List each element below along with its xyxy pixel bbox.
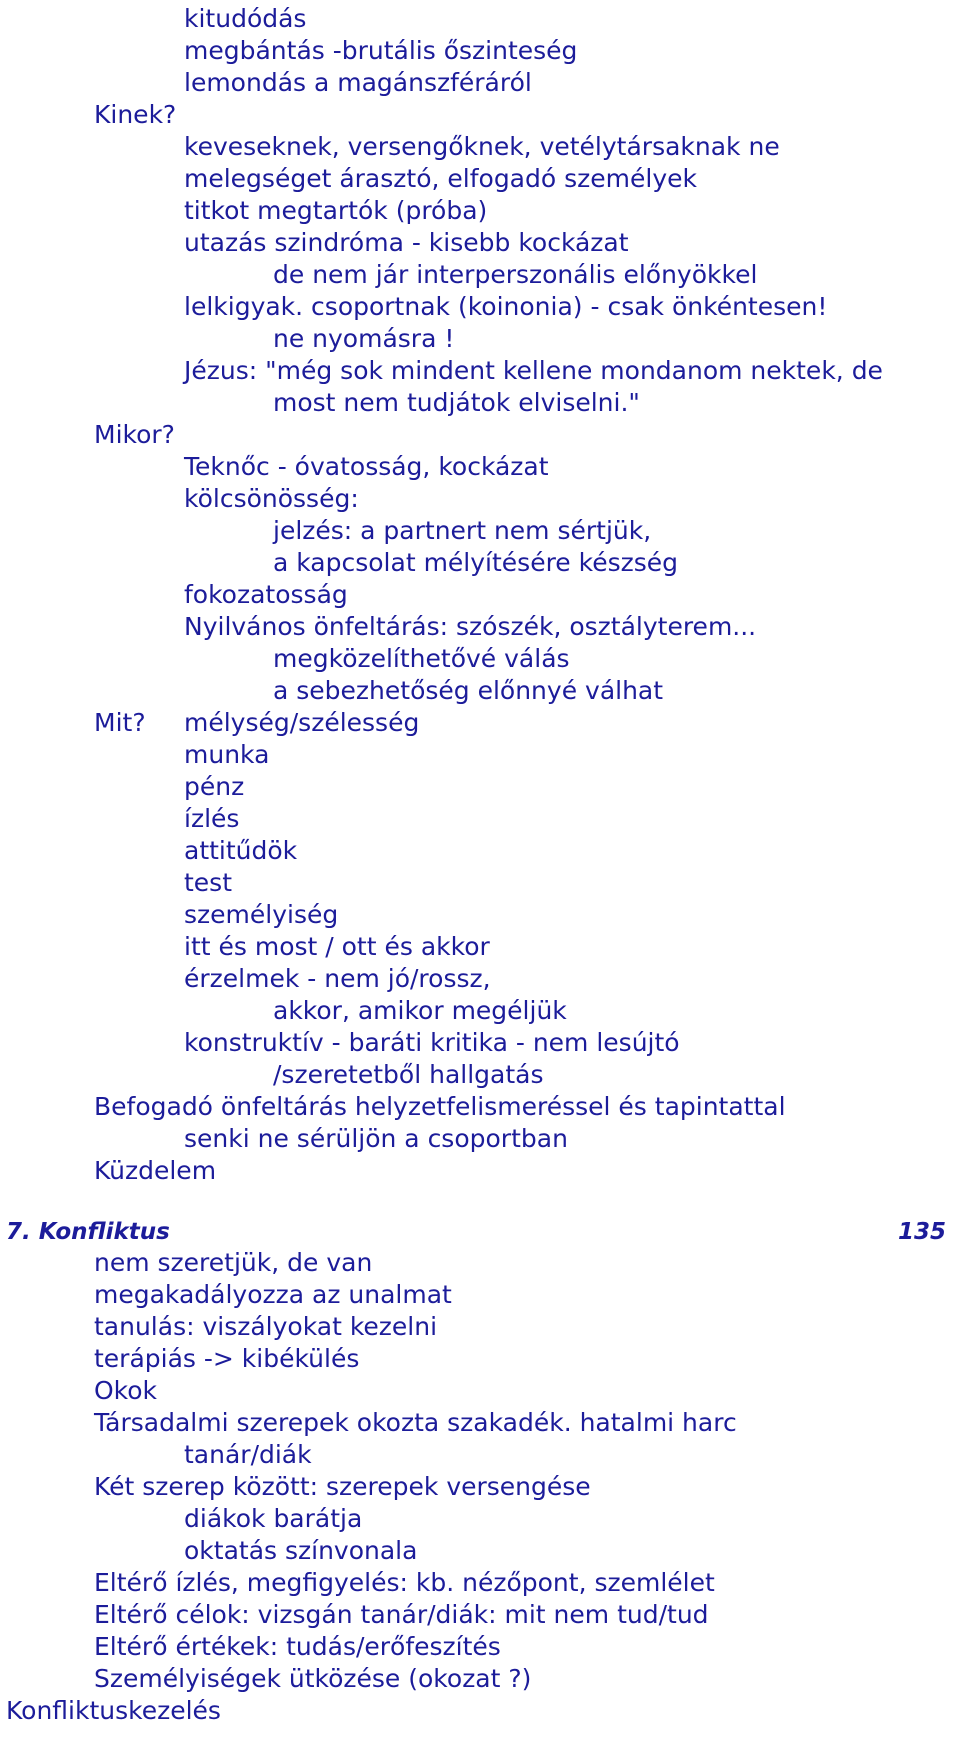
text-line: itt és most / ott és akkor bbox=[184, 932, 490, 961]
label-mit: Mit? bbox=[94, 708, 146, 737]
text-line: személyiség bbox=[184, 900, 339, 929]
text-line: munka bbox=[184, 740, 270, 769]
text-line: kölcsönösség: bbox=[184, 484, 359, 513]
text-line: diákok barátja bbox=[184, 1504, 363, 1533]
text-line: ne nyomásra ! bbox=[273, 324, 455, 353]
text-line: most nem tudjátok elviselni." bbox=[273, 388, 640, 417]
text-line: test bbox=[184, 868, 233, 897]
text-line: a sebezhetőség előnnyé válhat bbox=[273, 676, 664, 705]
text-line: Eltérő célok: vizsgán tanár/diák: mit nem tud/tud bbox=[94, 1600, 709, 1629]
text-line: megakadályozza az unalmat bbox=[94, 1280, 452, 1309]
text-line: Eltérő értékek: tudás/erőfeszítés bbox=[94, 1632, 501, 1661]
text-line: Okok bbox=[94, 1376, 158, 1405]
text-line: /szeretetből hallgatás bbox=[273, 1060, 544, 1089]
text-line: megbántás -brutális őszinteség bbox=[184, 36, 578, 65]
section-heading: 7. Konfliktus bbox=[6, 1219, 170, 1245]
text-line: Személyiségek ütközése (okozat ?) bbox=[94, 1664, 532, 1693]
text-line: tanár/diák bbox=[184, 1440, 312, 1469]
text-line: mélység/szélesség bbox=[184, 708, 420, 737]
text-line: kitudódás bbox=[184, 4, 307, 33]
text-line: megközelíthetővé válás bbox=[273, 644, 570, 673]
text-line: Jézus: "még sok mindent kellene mondanom nektek, de bbox=[184, 356, 883, 385]
text-line: jelzés: a partnert nem sértjük, bbox=[273, 516, 652, 545]
text-line: a kapcsolat mélyítésére készség bbox=[273, 548, 679, 577]
text-line: érzelmek - nem jó/rossz, bbox=[184, 964, 491, 993]
text-line: Társadalmi szerepek okozta szakadék. hatalmi harc bbox=[94, 1408, 737, 1437]
text-line: keveseknek, versengőknek, vetélytársaknak ne bbox=[184, 132, 780, 161]
text-line: lelkigyak. csoportnak (koinonia) - csak önkéntesen! bbox=[184, 292, 828, 321]
text-line: lemondás a magánszféráról bbox=[184, 68, 532, 97]
text-line: titkot megtartók (próba) bbox=[184, 196, 488, 225]
text-line: Eltérő ízlés, megfigyelés: kb. nézőpont, szemlélet bbox=[94, 1568, 715, 1597]
text-line: Küzdelem bbox=[94, 1156, 217, 1185]
text-line: senki ne sérüljön a csoportban bbox=[184, 1124, 568, 1153]
text-line: ízlés bbox=[184, 804, 240, 833]
text-line: Nyilvános önfeltárás: szószék, osztályterem... bbox=[184, 612, 757, 641]
text-line: attitűdök bbox=[184, 836, 298, 865]
text-line: melegséget árasztó, elfogadó személyek bbox=[184, 164, 697, 193]
text-line: Teknőc - óvatosság, kockázat bbox=[184, 452, 549, 481]
text-line: Konfliktuskezelés bbox=[6, 1696, 221, 1725]
text-line: tanulás: viszályokat kezelni bbox=[94, 1312, 438, 1341]
text-line: nem szeretjük, de van bbox=[94, 1248, 373, 1277]
text-line: konstruktív - baráti kritika - nem lesújtó bbox=[184, 1028, 680, 1057]
text-line: fokozatosság bbox=[184, 580, 348, 609]
text-line: oktatás színvonala bbox=[184, 1536, 418, 1565]
page-number: 135 bbox=[898, 1219, 947, 1245]
text-line: Befogadó önfeltárás helyzetfelismeréssel és tapintattal bbox=[94, 1092, 786, 1121]
text-line: Két szerep között: szerepek versengése bbox=[94, 1472, 591, 1501]
label-kinek: Kinek? bbox=[94, 100, 177, 129]
label-mikor: Mikor? bbox=[94, 420, 175, 449]
text-line: pénz bbox=[184, 772, 245, 801]
text-line: utazás szindróma - kisebb kockázat bbox=[184, 228, 629, 257]
text-line: terápiás -> kibékülés bbox=[94, 1344, 360, 1373]
text-line: akkor, amikor megéljük bbox=[273, 996, 567, 1025]
text-line: de nem jár interperszonális előnyökkel bbox=[273, 260, 758, 289]
